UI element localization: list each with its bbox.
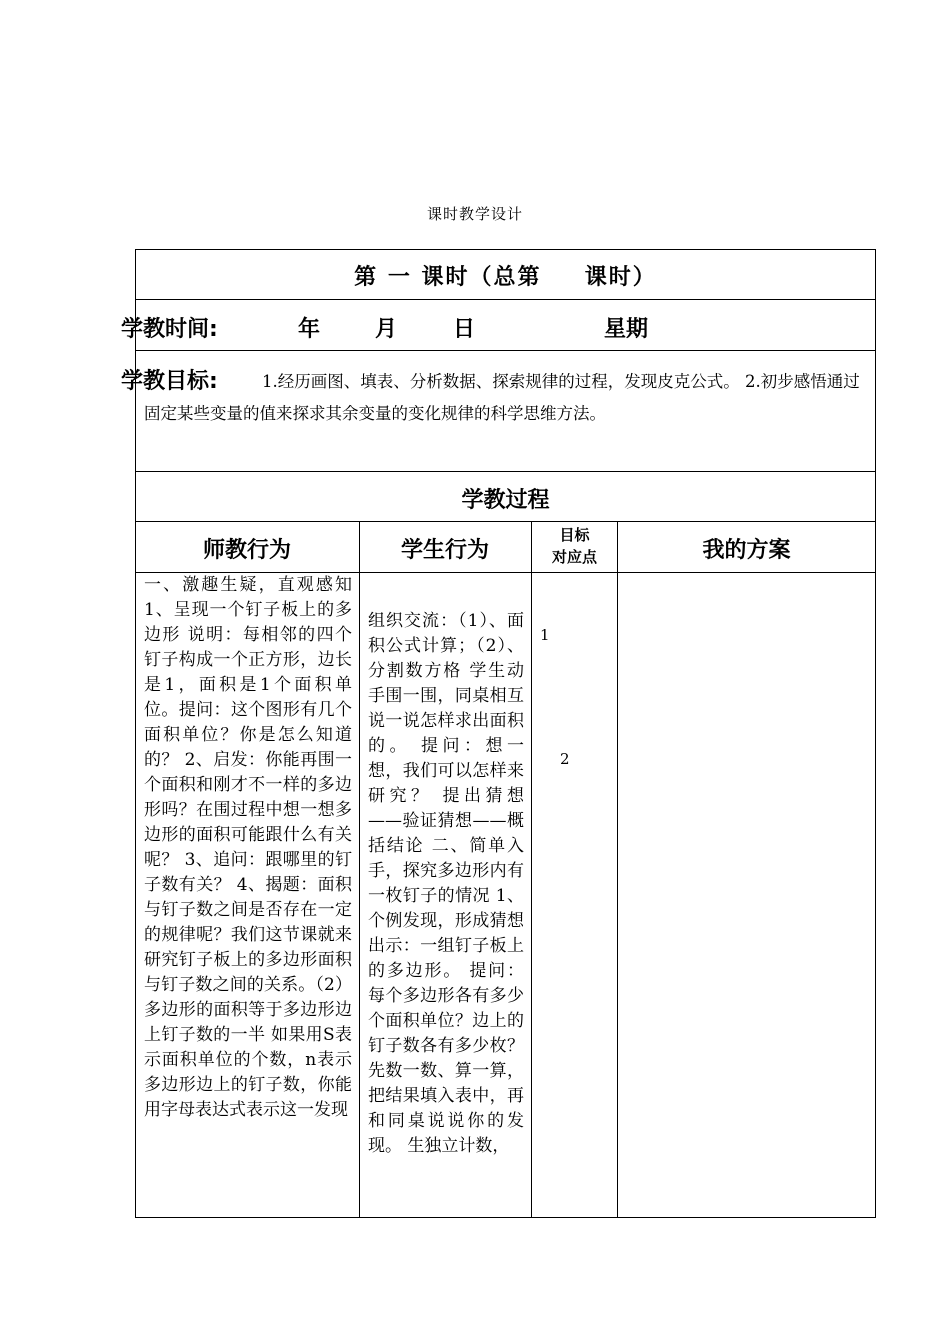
date-year: 年 (298, 317, 321, 342)
goal-label: 学教目标: (121, 369, 218, 394)
column-divider (531, 521, 532, 1218)
column-header-plan: 我的方案 (702, 538, 791, 563)
table-divider (135, 471, 876, 472)
target-point: 2 (560, 750, 570, 768)
lesson-title: 第 一 课时（总第 课时） (354, 265, 657, 290)
date-day: 日 (453, 317, 476, 342)
table-divider (135, 299, 876, 300)
column-header-student: 学生行为 (400, 538, 489, 563)
goal-text: 1.经历画图、填表、分析数据、探索规律的过程，发现皮克公式。 2.初步感悟通过固定某些变量的值来探求其余变量的变化规律的科学思维方法。 (144, 372, 860, 423)
column-header-target-line2: 对应点 (551, 548, 597, 566)
column-header-target-line1: 目标 (559, 526, 590, 544)
teacher-activity-text: 一、激趣生疑，直观感知 1、呈现一个钉子板上的多边形 说明：每相邻的四个钉子构成一个正方形，边长是1，面积是1个面积单位。提问：这个图形有几个面积单位？你是怎么知道的？ 2、启发：你能再围一个面积和刚才不一样的多边形吗？在围过程中想一想多边形的面积可能跟什么有关呢？ 3、追问：跟哪里的钉子数有关？ 4、揭题：面积与钉子数之间是否存在一定的规律呢？我们这节课就来研究钉子板上的多边形面积与钉子数之间的关系。（2）多边形的面积等于多边形边上钉子数的一半 如果用S表示面积单位的个数，n表示多边形边上的钉子数，你能用字母表达式表示这一发现 (144, 575, 352, 1120)
table-divider (135, 350, 876, 351)
target-point: 1 (540, 626, 550, 644)
column-header-target (532, 524, 617, 568)
time-label: 学教时间: (121, 317, 218, 342)
column-header-teacher: 师教行为 (202, 538, 291, 563)
date-month: 月 (375, 317, 398, 342)
column-divider (617, 521, 618, 1218)
column-divider (359, 521, 360, 1218)
table-divider (135, 521, 876, 522)
date-weekday: 星期 (604, 317, 649, 342)
document-title: 课时教学设计 (426, 205, 523, 223)
process-title: 学教过程 (461, 488, 550, 513)
student-activity-text: 组织交流：（1）、面积公式计算；（2）、分割数方格 学生动手围一围，同桌相互说一说怎样求出面积的。 提问：想一想，我们可以怎样来研究？ 提出猜想——验证猜想——概括结论 二、简单入手，探究多边形内有一枚钉子的情况 1、个例发现，形成猜想 出示：一组钉子板上的多边形。 提问：每个多边形各有多少个面积单位？边上的钉子数各有多少枚？先数一数、算一算，把结果填入表中，再和同桌说说你的发现。 生独立计数， (368, 611, 524, 1156)
